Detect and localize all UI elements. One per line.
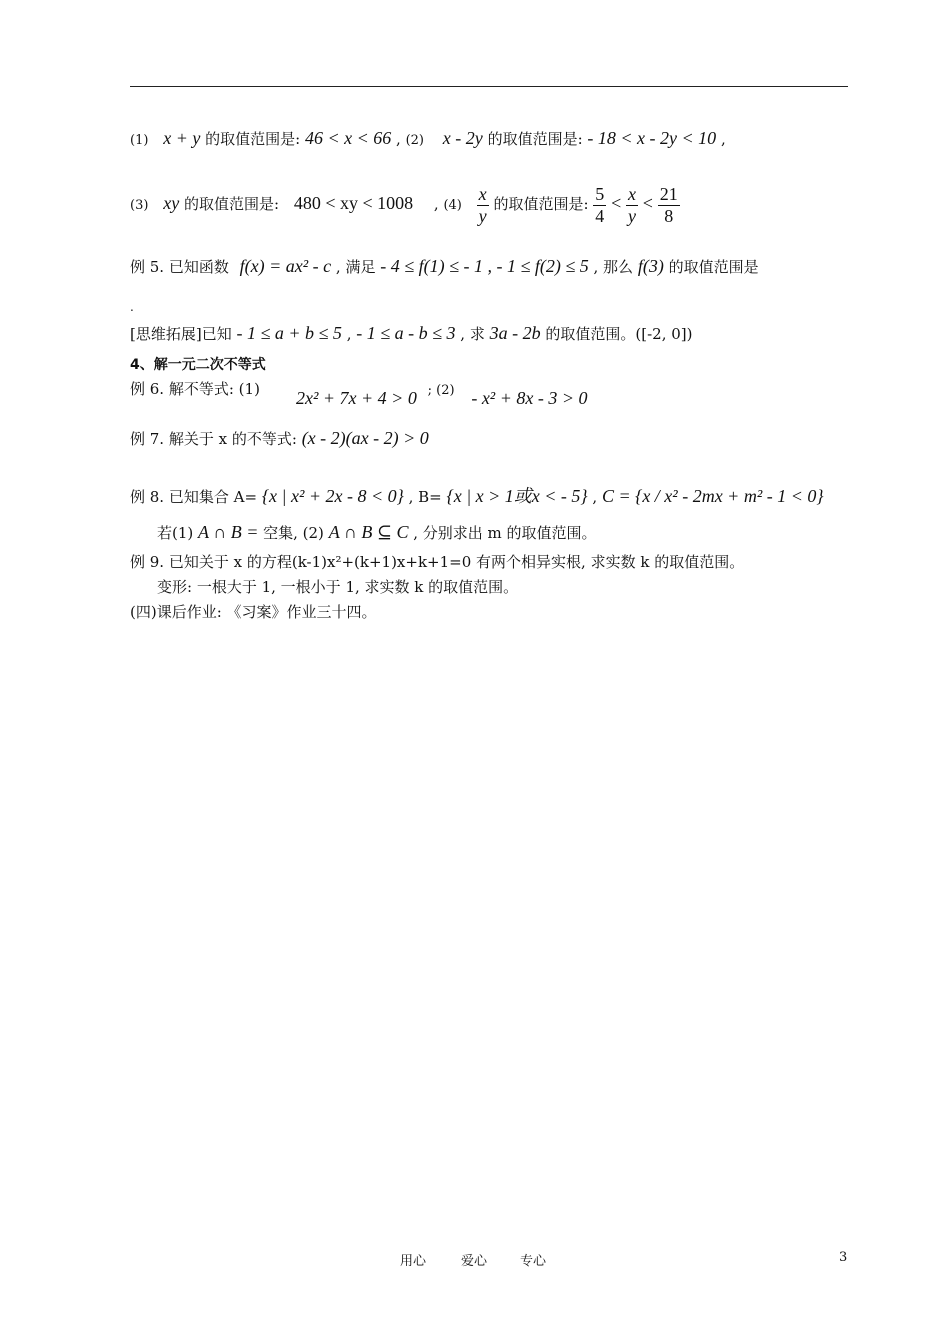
- footer-motto: 用心: [400, 1254, 427, 1269]
- text: 例 7. 解关于 x 的不等式:: [130, 430, 297, 448]
- set-b: {x | x > 1或x < - 5}: [446, 486, 588, 506]
- math-expr: f(3): [637, 256, 664, 276]
- example-8: [130, 482, 824, 508]
- fraction: [477, 184, 489, 226]
- text: 若(1): [157, 524, 194, 542]
- math-expr: xy: [163, 193, 180, 214]
- fraction-numerator: 21: [659, 184, 678, 204]
- text: 的取值范围是:: [205, 130, 301, 148]
- example-9-variant: 变形: 一根大于 1, 一根小于 1, 求实数 k 的取值范围。: [157, 578, 519, 596]
- text: 的取值范围是:: [183, 195, 280, 214]
- range-line-1: (1) x + y 的取值范围是: 46 < x < 66 , (2) x - 2y 的取值范围是: - 18 < x - 2y < 10 ,: [130, 128, 726, 148]
- item-label: (4): [443, 198, 462, 214]
- item-label: (1): [130, 133, 149, 148]
- fraction-numerator: 5: [595, 184, 605, 204]
- fraction-denominator: y: [628, 205, 637, 226]
- set-a: {x | x² + 2x - 8 < 0}: [261, 486, 404, 506]
- text: 空集, (2): [263, 524, 324, 542]
- text: 例 5. 已知函数: [130, 258, 229, 276]
- item-label: (3): [130, 198, 149, 214]
- example-9: 例 9. 已知关于 x 的方程(k-1)x²+(k+1)x+k+1=0 有两个相异实根, 求实数 k 的取值范围。: [130, 553, 745, 571]
- text: , B=: [408, 488, 442, 506]
- text: , 分别求出 m 的取值范围。: [413, 524, 597, 542]
- header-rule: [130, 86, 848, 87]
- math-expr: - 4 ≤ f(1) ≤ - 1 , - 1 ≤ f(2) ≤ 5: [380, 256, 589, 276]
- range-line-2: (3) xy 的取值范围是: 480 < xy < 1008 , (4) $\frac{x}{y}$ 的取值范围是: $\frac{5}{4}$ < $\frac{x}{y}$ < $\frac{21}{8}$: [130, 184, 678, 226]
- fraction: [593, 184, 606, 226]
- math-expr: - x² + 8x - 3 > 0: [471, 388, 588, 408]
- math-expr: x - 2y: [442, 128, 483, 148]
- example-7: [130, 428, 429, 449]
- page-number: 3: [839, 1250, 848, 1265]
- example-6: [130, 378, 260, 399]
- text: , 那么: [593, 258, 634, 276]
- text: , 满足: [335, 258, 376, 276]
- extension-problem: [130, 323, 693, 344]
- item-label: ; (2): [427, 383, 455, 398]
- text: , 求: [460, 325, 485, 343]
- math-result: 480 < xy < 1008: [293, 193, 414, 214]
- math-result: - 18 < x - 2y < 10: [587, 128, 717, 148]
- text: 的取值范围。([-2, 0]): [545, 325, 693, 343]
- section-heading: 4、解一元二次不等式: [130, 357, 266, 373]
- dot-mark: .: [130, 300, 134, 314]
- text: 例 8. 已知集合 A=: [130, 488, 258, 506]
- example-5: [130, 256, 759, 277]
- fraction-denominator: 4: [595, 205, 605, 226]
- math-expr: f(x) = ax² - c: [239, 256, 332, 276]
- fraction-denominator: y: [478, 205, 487, 226]
- text: ,: [346, 325, 352, 343]
- text: ,: [592, 488, 598, 506]
- text: [思维拓展]已知: [130, 325, 232, 343]
- text: 的取值范围是:: [487, 130, 583, 148]
- math-expr: A ∩ B ⊆ C: [328, 522, 409, 542]
- homework: (四)课后作业: 《习案》作业三十四。: [130, 603, 377, 621]
- text: 的取值范围是: [668, 258, 759, 276]
- math-expr: 3a - 2b: [489, 323, 541, 343]
- footer-motto: 专心: [520, 1254, 547, 1269]
- math-expr: (x - 2)(ax - 2) > 0: [301, 428, 429, 448]
- math-expr: - 1 ≤ a + b ≤ 5: [236, 323, 342, 343]
- fraction: [626, 184, 638, 226]
- math-expr: x + y: [163, 128, 201, 148]
- math-expr: A ∩ B =: [198, 522, 259, 542]
- math-expr: - 1 ≤ a - b ≤ 3: [356, 323, 456, 343]
- fraction-denominator: 8: [664, 205, 674, 226]
- fraction: [658, 184, 680, 226]
- set-c: C = {x / x² - 2mx + m² - 1 < 0}: [601, 486, 824, 506]
- item-label: (2): [405, 133, 425, 148]
- text: 例 6. 解不等式: (1): [130, 380, 260, 398]
- fraction-numerator: x: [478, 184, 487, 204]
- example-6-math: [296, 383, 588, 409]
- fraction-numerator: x: [628, 184, 637, 204]
- text: 的取值范围是:: [493, 195, 589, 214]
- example-8-conditions: [157, 522, 597, 543]
- footer-motto: 爱心: [461, 1254, 488, 1269]
- math-result: 46 < x < 66: [304, 128, 392, 148]
- math-expr: 2x² + 7x + 4 > 0: [296, 388, 417, 408]
